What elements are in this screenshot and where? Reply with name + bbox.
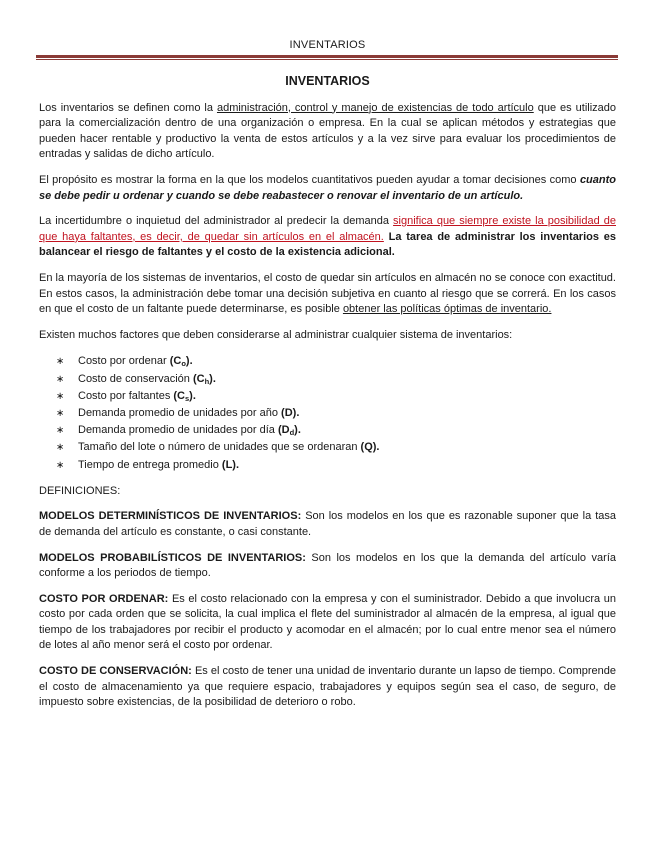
- item-text: Demanda promedio de unidades por año: [78, 406, 282, 419]
- bold-italic-text: cuanto se debe pedir u ordenar y cuando se debe reabastecer o renovar el inventario de un artículo.: [39, 173, 616, 202]
- header-divider: [36, 55, 618, 60]
- document-title: INVENTARIOS: [285, 74, 370, 88]
- item-text: Costo de conservación: [78, 372, 193, 385]
- list-item: [56, 353, 616, 370]
- underlined-text: obtener las políticas óptimas de inventario.: [342, 303, 552, 316]
- paragraph-purpose: [39, 173, 616, 204]
- definition-text: Son los modelos en los que es razonable suponer que la tasa de demanda del artículo es constante, o casi constante.: [39, 510, 616, 538]
- text: que es utilizado para la comercialización dentro de una organización o empresa. En la cual se aplican métodos y estrategias que pueden hacer rentable y productivo la venta de estos artículos y a la vez sirve para evaluar los procedimientos de entradas y salidas de dicho artículo.: [39, 101, 616, 161]
- definition-holding-cost: [39, 664, 616, 711]
- definition-term: MODELOS PROBABILÍSTICOS DE INVENTARIOS:: [39, 551, 306, 564]
- paragraph-systems: [39, 271, 616, 318]
- page-header-title: INVENTARIOS: [289, 39, 366, 51]
- paragraph-definition: [39, 101, 616, 163]
- text: En la mayoría de los sistemas de inventarios, el costo de quedar sin artículos en almacén no se conoce con exactitud. En estos casos, la administración debe tomar una decisión subjetiva en cuanto al riesgo que se correrá. En los casos en que el costo de un faltante puede determinarse, es posible: [39, 271, 616, 316]
- definition-deterministic: [39, 509, 616, 540]
- bullet-icon: ∗: [56, 407, 65, 419]
- definition-term: COSTO DE CONSERVACIÓN:: [39, 665, 192, 678]
- definition-term: COSTO POR ORDENAR:: [39, 592, 169, 605]
- underlined-text: administración, control y manejo de existencias de todo artículo: [216, 101, 534, 114]
- item-symbol: $(D_d)$.: [277, 424, 301, 438]
- bullet-icon: ∗: [56, 425, 65, 437]
- definition-text: Es el costo de tener una unidad de inventario durante un lapso de tiempo. Comprende el costo de almacenamiento ya que requiere espacio, trabajadores y equipos según sea el caso, de seguro, de impuesto sobre existencias, de la posibilidad de deterioro o robo.: [39, 665, 617, 709]
- factors-list: [39, 353, 616, 473]
- item-text: Costo por faltantes: [78, 389, 174, 402]
- list-item: [56, 457, 616, 474]
- item-symbol: $(C_s)$.: [173, 389, 196, 403]
- item-symbol: (Q).: [360, 441, 380, 454]
- list-item: [56, 422, 616, 439]
- definition-probabilistic: [39, 551, 616, 582]
- definitions-heading: DEFINICIONES:: [39, 484, 121, 497]
- list-item: [56, 388, 616, 405]
- bold-text: La tarea de administrar los inventarios es balancear el riesgo de faltantes y el costo de la existencia adicional.: [39, 230, 616, 259]
- item-symbol: $(C_o)$.: [169, 355, 193, 369]
- item-symbol: $(C_h)$.: [192, 372, 216, 386]
- item-text: Demanda promedio de unidades por día: [78, 424, 278, 437]
- paragraph-factors-intro: Existen muchos factores que deben considerarse al administrar cualquier sistema de inventarios:: [39, 328, 513, 341]
- text: El propósito es mostrar la forma en la que los modelos cuantitativos pueden ayudar a tomar decisiones como: [39, 173, 580, 186]
- bullet-icon: ∗: [56, 459, 65, 471]
- item-symbol: (L).: [221, 458, 240, 471]
- item-symbol: (D).: [281, 406, 300, 419]
- definition-text: Son los modelos en los que la demanda del artículo varía conforme a los periodos de tiempo.: [39, 551, 616, 580]
- list-item: [56, 371, 616, 388]
- item-text: Tamaño del lote o número de unidades que se ordenaran: [78, 441, 361, 454]
- list-item: [56, 439, 616, 456]
- bullet-icon: ∗: [56, 373, 65, 385]
- definition-text: Es el costo relacionado con la empresa y con el suministrador. Debido a que involucra un costo por cada orden que se solicita, la cual implica el flete del suministrador al almacén de la empresa, al igual que tiempo de los trabajadores por recibir el producto y acomodar en el almacén; por lo cual entre menor sea el número de lotes al año menor será el costo por ordenar.: [39, 592, 617, 652]
- text: Los inventarios se definen como la: [39, 101, 217, 114]
- bullet-icon: ∗: [56, 390, 65, 402]
- item-text: Tiempo de entrega promedio: [78, 458, 222, 471]
- list-item: [56, 405, 616, 422]
- bullet-icon: ∗: [56, 442, 65, 454]
- paragraph-uncertainty: [39, 214, 616, 261]
- definition-term: MODELOS DETERMINÍSTICOS DE INVENTARIOS:: [39, 510, 302, 523]
- document-body: [39, 74, 616, 721]
- item-text: Costo por ordenar: [78, 355, 170, 368]
- bullet-icon: ∗: [56, 356, 65, 368]
- definition-ordering-cost: [39, 592, 616, 654]
- text: La incertidumbre o inquietud del administrador al predecir la demanda: [39, 215, 394, 228]
- red-underlined-text: significa que siempre existe la posibilidad de que haya faltantes, es decir, de quedar sin artículos en el almacén.: [39, 215, 616, 243]
